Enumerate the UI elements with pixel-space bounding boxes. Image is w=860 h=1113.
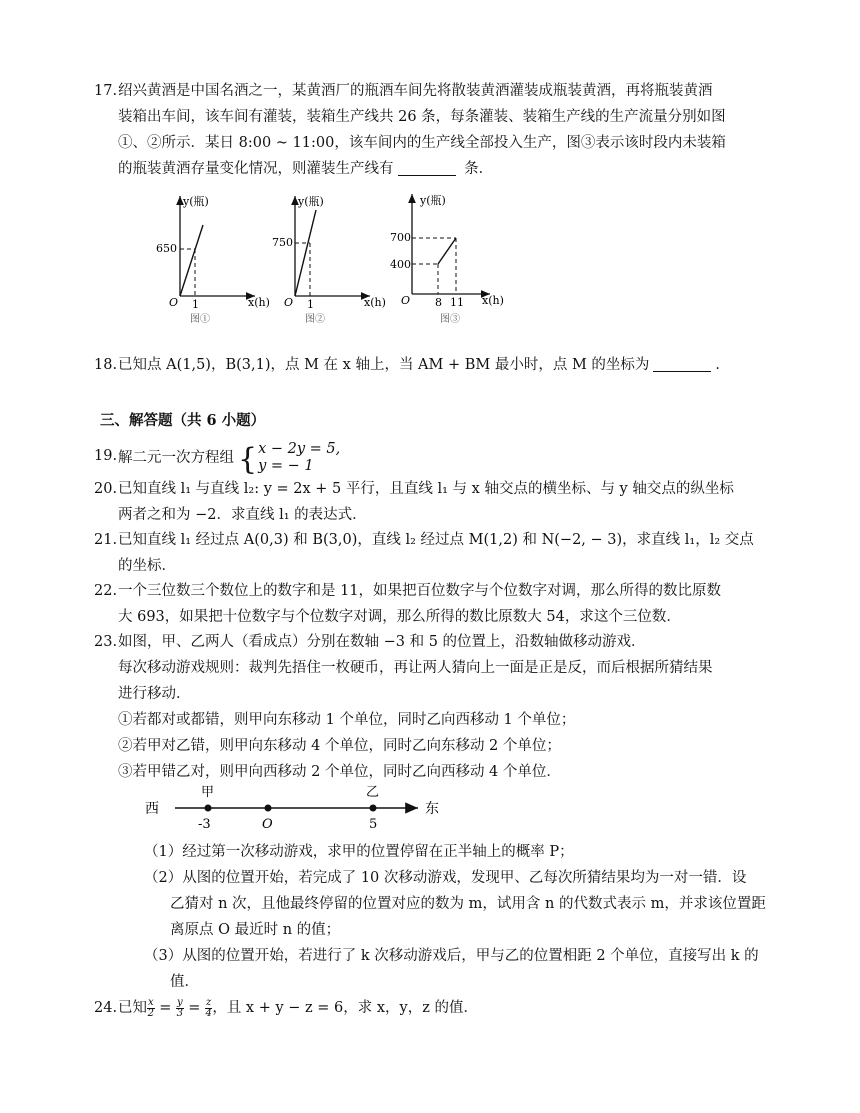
figure-2 [272, 195, 386, 325]
label-west: 西 [145, 801, 159, 817]
origin-label: O [284, 296, 294, 309]
section-header: 三、解答题（共 6 小题） [100, 412, 266, 429]
question-text-line [118, 995, 763, 1021]
q23-subparts [144, 839, 764, 995]
tick-label-minus-3: -3 [198, 817, 211, 832]
equation-system [258, 441, 340, 475]
rule-1: ①若都对或都错，则甲向东移动 1 个单位，同时乙向西移动 1 个单位； [118, 712, 576, 728]
figure-1 [156, 195, 270, 325]
label-yi: 乙 [366, 785, 380, 800]
tick-label-y: 750 [272, 236, 293, 249]
question-text-part: ，且 x + y − z = 6，求 x，y，z 的值． [212, 1000, 479, 1016]
question-text-part: 已知 [118, 1000, 147, 1016]
question-18 [94, 352, 763, 378]
question-number: 19. [94, 448, 118, 464]
question-text-line [118, 352, 763, 378]
axis-label-y: y(瓶) [298, 195, 324, 208]
axis-label-x: x(h) [248, 296, 270, 309]
fraction-x-2: $\frac{x}{2}$ [147, 996, 154, 1019]
question-text-line: 进行移动． [118, 686, 191, 702]
tick-label-x: 8 [435, 296, 442, 309]
label-east: 东 [425, 801, 439, 817]
question-text-part: ． [715, 357, 730, 373]
figure-3 [390, 194, 504, 325]
rule-3: ③若甲错乙对，则甲向西移动 2 个单位，同时乙向西移动 4 个单位． [118, 764, 561, 780]
equals-sign: = [188, 1000, 201, 1016]
tick-label-x: 1 [192, 298, 199, 311]
question-text-line: 已知直线 l₁ 与直线 l₂: y = 2x + 5 平行，且直线 l₁ 与 x 轴交点的横坐标、与 y 轴交点的纵坐标 [118, 481, 734, 497]
question-text-line: 大 693，如果把十位数字与个位数字对调，那么所得的数比原数大 54，求这个三位数． [118, 609, 681, 625]
rule-2: ②若甲对乙错，则甲向东移动 4 个单位，同时乙向东移动 2 个单位； [118, 738, 561, 754]
brace-symbol: { [238, 442, 258, 477]
question-23 [94, 629, 763, 785]
question-number: 21. [94, 532, 118, 548]
question-text-line: 绍兴黄酒是中国名酒之一，某黄酒厂的瓶酒车间先将散装黄酒灌装成瓶装黄酒，再将瓶装黄酒 [118, 83, 713, 99]
tick-label-x: 1 [307, 298, 314, 311]
axis-label-y: y(瓶) [420, 194, 446, 207]
equation-1: x − 2y = 5, [258, 441, 341, 457]
question-number: 24. [94, 1000, 118, 1016]
figure-caption: 图② [305, 314, 325, 325]
tick-label-origin: O [262, 817, 273, 832]
question-number: 18. [94, 357, 118, 373]
question-number: 17. [94, 83, 118, 99]
answer-blank[interactable] [398, 159, 456, 176]
q17-figures [150, 188, 530, 338]
equation-2: y = − 1 [258, 458, 314, 474]
axis-label-y: y(瓶) [183, 195, 209, 208]
question-text-line: ①、②所示．某日 8:00 ~ 11:00，该车间内的生产线全部投入生产，图③表示该时段内未装箱 [118, 135, 726, 151]
axis-label-x: x(h) [364, 296, 386, 309]
axis-label-x: x(h) [482, 294, 504, 307]
fraction-z-4: $\frac{z}{4}$ [205, 996, 212, 1019]
question-text-part: 的瓶装黄酒存量变化情况，则灌装生产线有 [118, 161, 394, 177]
origin-label: O [401, 294, 411, 307]
answer-blank[interactable] [653, 355, 711, 372]
question-20 [94, 476, 763, 528]
question-text-part: 解二元一次方程组 [118, 450, 234, 466]
tick-label-y: 650 [156, 242, 177, 255]
sub-question-2-line: 乙猜对 n 次，且他最终停留的位置对应的数为 m，试用含 n 的代数式表示 m，并求该位置距 [170, 896, 766, 912]
figure-caption: 图① [190, 314, 210, 325]
label-jia: 甲 [201, 785, 215, 800]
question-text-line [118, 441, 763, 475]
question-17 [94, 78, 763, 182]
sub-question-1: （1）经过第一次移动游戏，求甲的位置停留在正半轴上的概率 P； [144, 844, 574, 860]
origin-label: O [169, 296, 179, 309]
question-24 [94, 995, 763, 1021]
question-19 [94, 441, 763, 477]
question-number: 22. [94, 583, 118, 599]
question-text-line: 每次移动游戏规则：裁判先捂住一枚硬币，再让两人猜向上一面是正是反，而后根据所猜结果 [118, 660, 713, 676]
question-text-line: 装箱出车间，该车间有灌装，装箱生产线共 26 条，每条灌装、装箱生产线的生产流量分别如图 [118, 109, 726, 125]
point-jia [205, 805, 212, 812]
sub-question-2-line: （2）从图的位置开始，若完成了 10 次移动游戏，发现甲、乙每次所猜结果均为一对一错．设 [144, 870, 747, 886]
point-origin [265, 805, 272, 812]
equals-sign: = [159, 1000, 172, 1016]
figure-caption: 图③ [440, 314, 460, 325]
question-text-part: 条． [459, 161, 494, 177]
sub-question-2-line: 离原点 O 最近时 n 的值； [170, 922, 341, 938]
tick-label-y: 400 [390, 258, 411, 271]
question-text-line: 的坐标． [118, 558, 176, 574]
question-text-part: 已知点 A(1,5)，B(3,1)，点 M 在 x 轴上，当 AM + BM 最小时，点 M 的坐标为 [118, 357, 650, 373]
question-21 [94, 527, 763, 579]
point-yi [370, 805, 377, 812]
tick-label-x: 11 [450, 296, 464, 309]
question-22 [94, 578, 763, 630]
question-text-line: 如图，甲、乙两人（看成点）分别在数轴 −3 和 5 的位置上，沿数轴做移动游戏． [118, 634, 646, 650]
tick-label-y: 700 [390, 231, 411, 244]
tick-label-5: 5 [369, 817, 378, 832]
sub-question-3-line: （3）从图的位置开始，若进行了 k 次移动游戏后，甲与乙的位置相距 2 个单位，直接写出 k 的 [144, 948, 759, 964]
question-number: 20. [94, 481, 118, 497]
sub-question-3-line: 值． [170, 974, 199, 990]
number-line-figure [140, 780, 460, 835]
fraction-y-3: $\frac{y}{3}$ [176, 996, 184, 1019]
question-text-line: 两者之和为 −2．求直线 l₁ 的表达式． [118, 507, 367, 523]
question-text-line: 已知直线 l₁ 经过点 A(0,3) 和 B(3,0)，直线 l₂ 经过点 M(1,2) 和 N(−2, − 3)，求直线 l₁，l₂ 交点 [118, 532, 754, 548]
question-number: 23. [94, 634, 118, 650]
question-text-line [118, 156, 763, 182]
question-text-line: 一个三位数三个数位上的数字和是 11，如果把百位数字与个位数字对调，那么所得的数比原数 [118, 583, 722, 599]
